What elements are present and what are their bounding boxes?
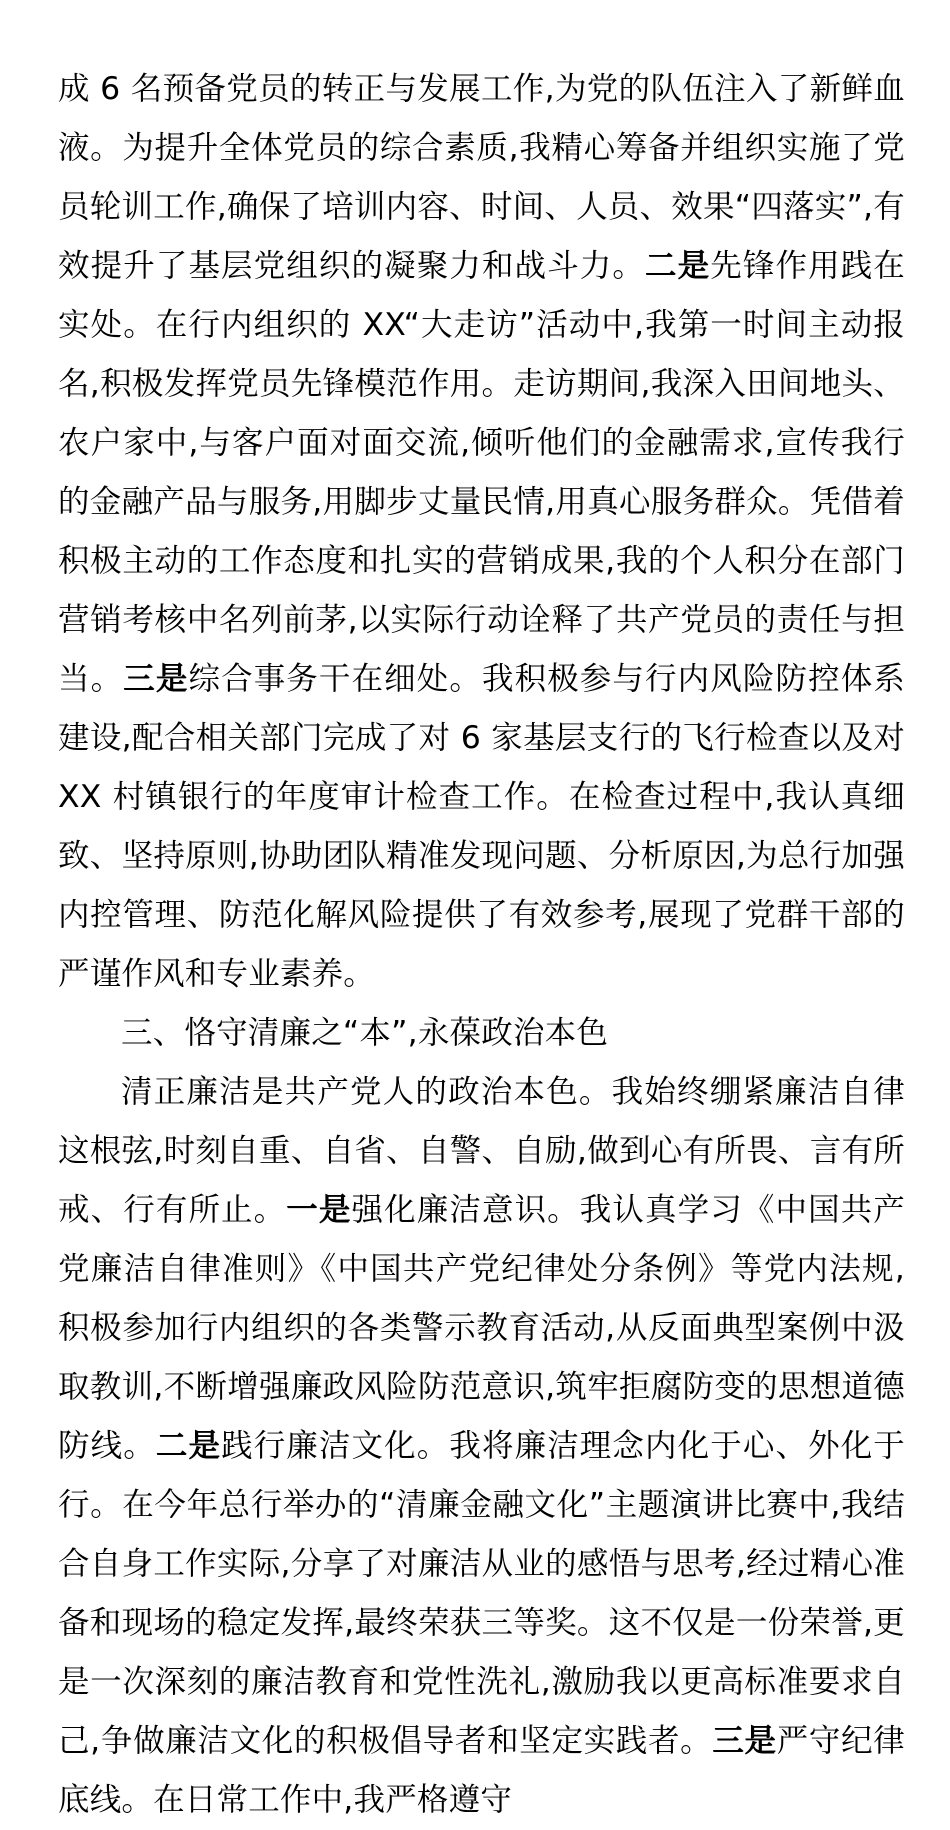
text-run: 践行廉洁文化。我将廉洁理念内化于心、外化于行。在今年总行举办的“清廉金融文化”主题演讲比赛中,我结合自身工作实际,分享了对廉洁从业的感悟与思考,经过精心准备和现场的稳定发挥,最终荣获三等奖。这不仅是一份荣誉,更是一次深刻的廉洁教育和党性洗礼,激励我以更高标准要求自己,争做廉洁文化的积极倡导者和坚定实践者。 [58,1428,906,1759]
text-run: 三、恪守清廉之“本”,永葆政治本色 [121,1015,609,1051]
enumerator-label: 三是 [712,1723,777,1759]
text-run: 强化廉洁意识。我认真学习《中国共产党廉洁自律准则》《中国共产党纪律处分条例》等党内法规,积极参加行内组织的各类警示教育活动,从反面典型案例中汲取教训,不断增强廉政风险防范意识,筑牢拒腐防变的思想道德防线。 [58,1192,905,1464]
text-run: 先锋作用践在实处。在行内组织的 XX“大走访”活动中,我第一时间主动报名,积极发挥党员先锋模范作用。走访期间,我深入田间地头、农户家中,与客户面对面交流,倾听他们的金融需求,宣传我行的金融产品与服务,用脚步丈量民情,用真心服务群众。凭借着积极主动的工作态度和扎实的营销成果,我的个人积分在部门营销考核中名列前茅,以实际行动诠释了共产党员的责任与担当。 [58,248,906,697]
enumerator-label: 二是 [155,1428,222,1464]
enumerator-label: 一是 [286,1192,352,1228]
document-blocks-container [58,60,905,1830]
text-run: 成 6 名预备党员的转正与发展工作,为党的队伍注入了新鲜血液。为提升全体党员的综合素质,我精心筹备并组织实施了党员轮训工作,确保了培训内容、时间、人员、效果“四落实”,有效提升了基层党组织的凝聚力和战斗力。 [58,71,905,284]
text-run: 严守纪律底线。在日常工作中,我严格遵守 [58,1723,906,1818]
enumerator-label: 三是 [123,661,189,697]
section-heading [58,1004,905,1063]
body-paragraph [58,1063,905,1830]
document-body [58,60,905,1830]
enumerator-label: 二是 [645,248,711,284]
text-run: 综合事务干在细处。我积极参与行内风险防控体系建设,配合相关部门完成了对 6 家基层支行的飞行检查以及对 XX 村镇银行的年度审计检查工作。在检查过程中,我认真细致、坚持原则,协助团队精准发现问题、分析原因,为总行加强内控管理、防范化解风险提供了有效参考,展现了党群干部的严谨作风和专业素养。 [58,661,906,992]
text-run: 清正廉洁是共产党人的政治本色。我始终绷紧廉洁自律这根弦,时刻自重、自省、自警、自励,做到心有所畏、言有所戒、行有所止。 [58,1074,905,1228]
body-paragraph [58,60,905,1004]
